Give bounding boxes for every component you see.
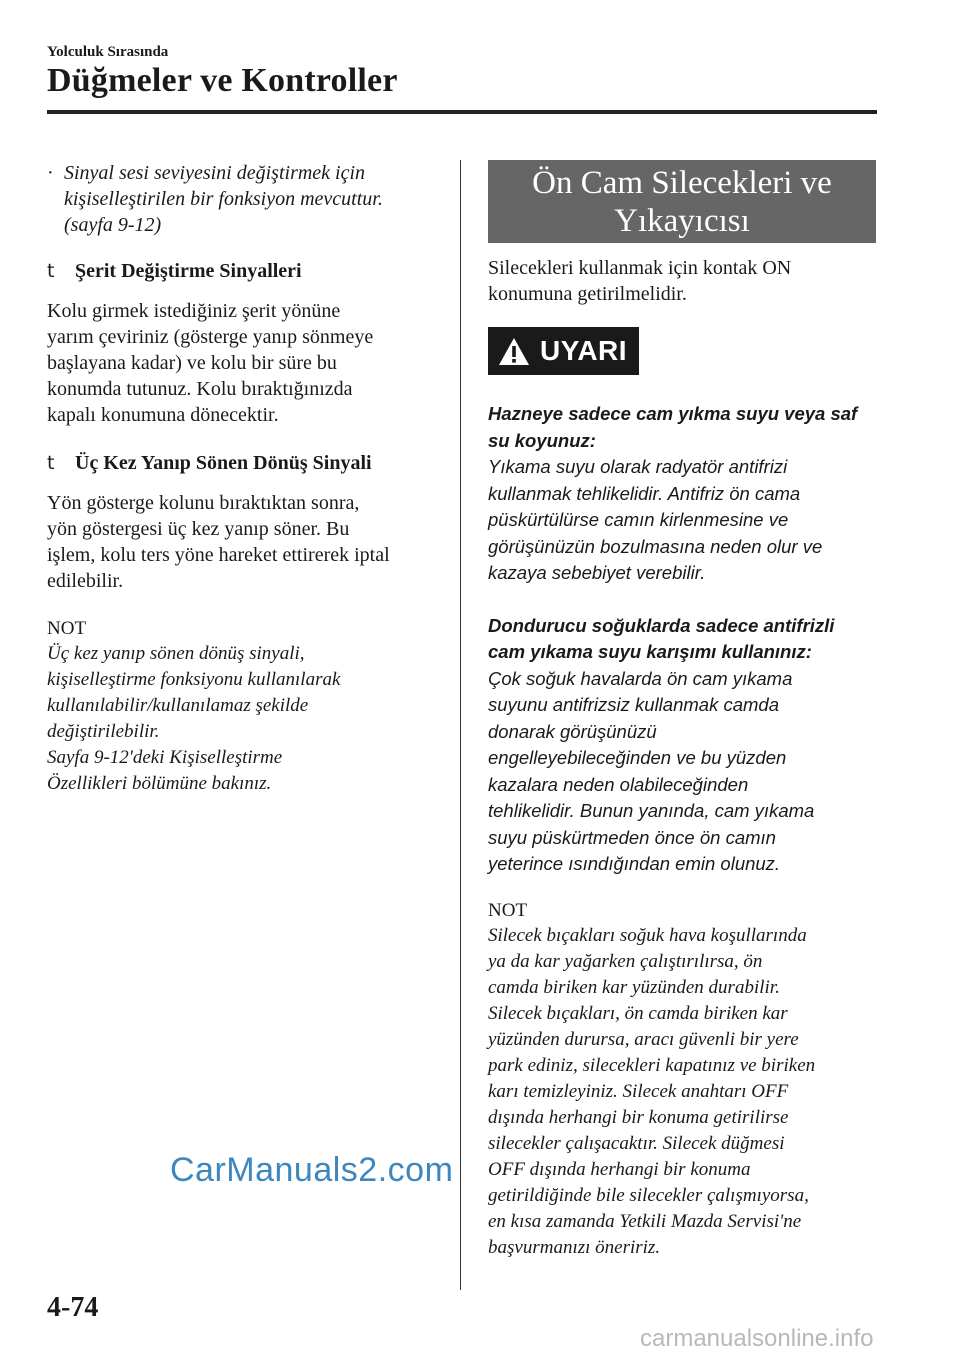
paragraph-line: konumuna getirilmelidir. [488,283,687,305]
warning-text-line: suyu püskürtmeden önce ön camın [488,826,776,848]
note-block [488,898,880,1261]
note-line: Üç kez yanıp sönen dönüş sinyali, [47,643,305,664]
paragraph-line: Silecekleri kullanmak için kontak ON [488,257,792,279]
note-label: NOT [488,899,528,921]
warning-heading-line: su koyunuz: [488,429,596,451]
bullet-item [47,160,442,238]
paragraph-line: Yön gösterge kolunu bıraktıktan sonra, [47,492,360,514]
note-line: en kısa zamanda Yetkili Mazda Servisi'ne [488,1210,802,1232]
heading-line: Ön Cam Silecekleri ve [532,164,832,201]
paragraph-line: edilebilir. [47,570,124,592]
paragraph-line: yön göstergesi üç kez yanıp söner. Bu [47,518,350,540]
bullet-line: (sayfa 9-12) [64,214,162,236]
section-marker-icon: t [47,260,55,282]
warning-text-line: suyunu antifrizsiz kullanmak camda [488,694,779,715]
note-line: OFF dışında herhangi bir konuma [488,1158,751,1180]
bullet-line: Sinyal sesi seviyesini değiştirmek için [64,162,366,184]
warning-label: UYARI [540,335,628,366]
note-line: Özellikleri bölümüne bakınız. [47,773,272,794]
warning-heading-line: Dondurucu soğuklarda sadece antifrizli [488,614,835,636]
section-heading-banner [488,160,876,243]
section-kicker: Yolculuk Sırasında [47,44,169,60]
right-column [488,160,880,1261]
note-line: getirildiğinde bile silecekler çalışmıyorsa, [488,1184,809,1206]
note-line: başvurmanızı öneririz. [488,1236,661,1258]
paragraph-line: kapalı konumuna dönecektir. [47,404,279,426]
left-column [47,160,442,797]
note-label: NOT [47,618,87,639]
page-number: 4-74 [47,1292,99,1323]
page-title: Düğmeler ve Kontroller [47,62,398,99]
warning-text-line: donarak görüşünüzü [488,720,657,742]
bullet-text [64,160,383,238]
warning-triangle-icon [498,337,530,366]
note-line: Silecek bıçakları, ön camda biriken kar [488,1002,788,1024]
section-marker-icon: t [47,452,55,474]
note-line: karı temizleyiniz. Silecek anahtarı OFF [488,1080,789,1102]
warning-text-line: yeterince ısındığından emin olunuz. [488,853,781,874]
note-text [47,641,442,797]
warning-text-line: püskürtülürse camın kirlenmesine ve [488,509,789,530]
note-line: park ediniz, silecekleri kapatınız ve biriken [488,1054,816,1076]
paragraph-line: başlayana kadar) ve kolu bir süre bu [47,352,337,374]
heading-line: Yıkayıcısı [614,202,750,239]
note-block [47,616,442,797]
note-line: Sayfa 9-12'deki Kişiselleştirme [47,747,283,768]
warning-text-line: tehlikelidir. Bunun yanında, cam yıkama [488,800,815,821]
warning-text-line: Yıkama suyu olarak radyatör antifrizi [488,456,788,477]
note-line: kullanılabilir/kullanılamaz şekilde [47,695,309,716]
warning-text-line: görüşünüzün bozulmasına neden olur ve [488,535,823,557]
note-line: değiştirilebilir. [47,721,160,742]
note-text [488,923,880,1261]
watermark-text: CarManuals2.com [170,1151,454,1189]
paragraph-line: Kolu girmek istediğiniz şerit yönüne [47,300,341,322]
note-line: silecekler çalışacaktır. Silecek düğmesi [488,1132,785,1154]
warning-heading-line: Hazneye sadece cam yıkma suyu veya saf [488,403,858,424]
warning-item-washer-fluid [488,401,880,587]
warning-badge [488,327,639,375]
subheading-triple-flash [47,450,442,476]
paragraph-line: işlem, kolu ters yöne hareket ettirerek iptal [47,544,390,566]
note-line: yüzünden durursa, aracı güvenli bir yere [488,1028,799,1050]
note-line: dışında herhangi bir konuma getirilirse [488,1106,789,1128]
paragraph-line: konumda tutunuz. Kolu bıraktığınızda [47,378,353,400]
lane-change-paragraph [47,298,442,428]
paragraph-line: yarım çeviriniz (gösterge yanıp sönmeye [47,326,374,348]
intro-paragraph [488,255,880,307]
warning-text-line: Çok soğuk havalarda ön cam yıkama [488,667,793,689]
subheading-title: Şerit Değiştirme Sinyalleri [75,260,302,282]
triple-flash-paragraph [47,490,442,594]
title-rule [47,110,877,114]
column-divider [460,160,461,1290]
subheading-title: Üç Kez Yanıp Sönen Dönüş Sinyali [75,452,372,474]
footer-site-text: carmanualsonline.info [640,1325,874,1352]
bullet-dot-icon: · [47,162,54,184]
note-line: Silecek bıçakları soğuk hava koşullarında [488,924,807,946]
warning-text-line: kullanmak tehlikelidir. Antifriz ön cama [488,482,801,504]
warning-text-line: kazalara neden olabileceğinden [488,773,749,795]
subheading-lane-change [47,258,442,284]
note-line: camda biriken kar yüzünden durabilir. [488,976,780,998]
warning-heading-line: cam yıkama suyu karışımı kullanınız: [488,641,812,662]
warning-text-line: engelleyebileceğinden ve bu yüzden [488,747,787,768]
warning-text-line: kazaya sebebiyet verebilir. [488,562,706,583]
note-line: kişiselleştirme fonksiyonu kullanılarak [47,669,341,690]
warning-item-freezing [488,613,880,878]
note-line: ya da kar yağarken çalıştırılırsa, ön [488,950,763,972]
bullet-line: kişiselleştirilen bir fonksiyon mevcuttur. [64,188,383,210]
